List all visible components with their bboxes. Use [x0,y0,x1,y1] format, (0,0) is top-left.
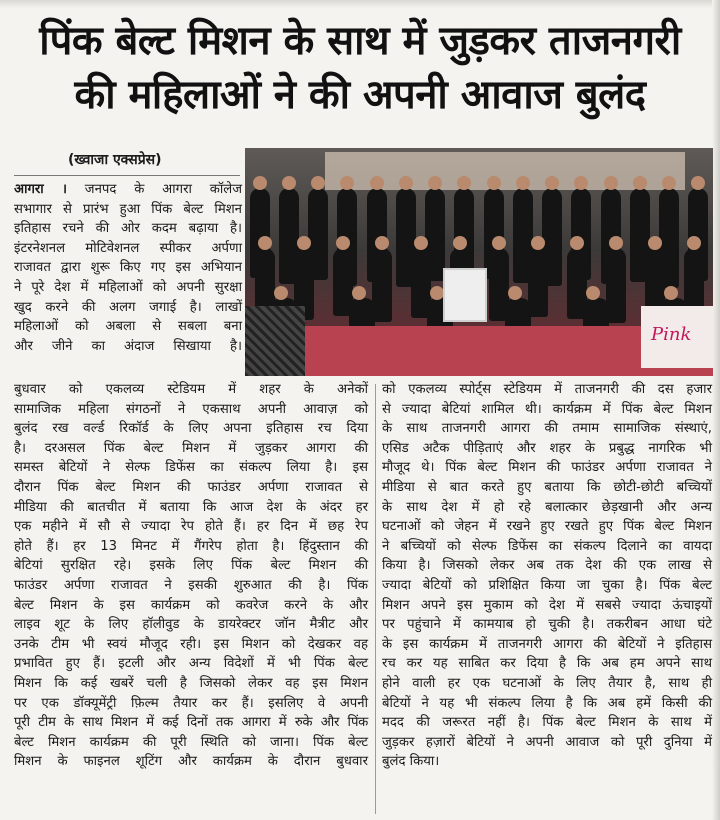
text-line: प्रभावित हुए हैं। इटली और अन्य विदेशों में भी पिंक बेल्ट [14,656,368,672]
text-line: आगरा । जनपद के आगरा कॉलेज [14,182,242,197]
text-line: और जीने का अंदाज सिखाया है। [14,338,242,354]
column-divider [375,384,376,814]
text-line: एक महीने में सौ से ज्यादा रेप होते हैं। हर दिन में छह रेप [14,519,368,535]
text-line: जुड़कर हज़ारों बेटियों ने अपनी आवाज को पूरी दुनिया में [382,734,712,750]
text-line: बुलंद किया। [382,754,440,770]
text-line: के इस कार्यक्रम में ताजनगरी आगरा की बेटियों ने इतिहास [382,636,712,652]
page-top-edge [0,0,720,8]
text-line: एसिड अटैक पीड़िताएं और शहर के प्रबुद्ध नागरिक भी [382,440,712,456]
record-certificate [443,268,487,322]
text-line: बेटियों ने यह भी संकल्प लिया है कि अब हमें किसी की [382,695,712,711]
headline-line-1: पिंक बेल्ट मिशन के साथ में जुड़कर ताजनगरी [39,18,681,64]
text-line: इंटरनेशनल मोटिवेशनल स्पीकर अर्पणा [14,240,242,256]
text-line: मीडिया की बातचीत में बताया कि आज देश के अंदर हर [14,499,368,515]
dateline: आगरा । [14,182,67,197]
text-line: पर एक डॉक्यूमेंट्री फ़िल्म तैयार कर हैं। इसलिए वे अपनी [14,695,368,711]
text-line: घटनाओं को जेहन में रखने हुए रखते हुए पिंक बेल्ट मिशन [382,519,712,535]
text-line: रच कर यह साबित कर दिया है कि अब हम अपने साथ [382,656,712,672]
text-line: सभागार से प्रारंभ हुआ पिंक बेल्ट मिशन [14,201,242,217]
text-line: उनके टीम भी स्वयं मौजूद रही। इस मिशन को देखकर वह [14,636,368,652]
text-line: ज्यादा बेटियों को प्रशिक्षित किया जा चुका है। पिंक बेल्ट [382,577,712,593]
page-right-edge [712,0,720,820]
text-line: किया है। जिसको लेकर अब तक देश की एक लाख से [382,558,712,574]
text-line: खुद करने की अलग जगाई है। लाखों [14,299,242,315]
pink-belt-sign [641,306,713,368]
text-line: मौजूद थे। पिंक बेल्ट मिशन की फाउंडर अर्पणा राजावत ने [382,460,712,476]
text-line: मिशन कि कई खबरें चली है जिसको लेकर वह इस मिशन [14,675,368,691]
text-line: बेटियां सुरक्षित रहे। इसके लिए पिंक बेल्ट मिशन की [14,558,368,574]
text-line: सामाजिक महिला संगठनों ने एकसाथ अपनी आवाज़ को [14,401,368,417]
stage-barrier [245,306,305,376]
text-line: को एकलव्य स्पोर्ट्स स्टेडियम में ताजनगरी की दस हजार [382,382,712,397]
text-line: है। दरअसल पिंक बेल्ट मिशन में जुड़कर आगरा की [14,440,368,456]
article-source: (ख्वाजा एक्सप्रेस) [68,152,162,168]
text-line: से ज्यादा बेटियां शामिल थी। कार्यक्रम में पिंक बेल्ट मिशन [382,401,712,417]
text-line: पर पहुंचाने में कामयाब हो चुकी है। तकरीबन आधा घंटे [382,617,712,633]
article-headline [10,14,710,122]
text-line: पूरी टीम के साथ मिशन में कई दिनों तक आगरा में रुके और पिंक [14,715,368,731]
text-line: के साथ ताजनगरी आगरा की तमाम सामाजिक संस्थाएं, [382,421,712,437]
text-line: समस्त बेटियों ने सेल्फ डिफेंस का संकल्प लिया है। इस [14,460,368,476]
text-line: बेल्ट मिशन कार्यक्रम की पूरी स्थिति को जाना। पिंक बेल्ट [14,734,368,750]
text-line: बेल्ट मिशन के इस कार्यक्रम को कवरेज करने के और [14,597,368,613]
text-line: महिलाओं को अबला से सबला बना [14,319,242,335]
text-line: मीडिया से बात करते हुए बताया कि छोटी-छोटी बच्चियों [382,479,712,495]
text-line: मिशन के फाइनल शूटिंग और कार्यक्रम के दौरान बुधवार [14,754,368,770]
text-line: मदद की जरूरत नहीं है। पिंक बेल्ट मिशन के साथ में [382,715,712,731]
text-line: ने पूरे देश में महिलाओं को अपनी सुरक्षा [14,279,242,295]
text-line: लाइव शूट के लिए हॉलीवुड के डायरेक्टर जॉन मैत्रीट और [14,617,368,633]
text-line: दौरान पिंक बेल्ट मिशन की फाउंडर अर्पणा राजावत से [14,479,368,495]
source-rule [14,175,240,176]
text-line: होने वाली हर एक घटनाओं के लिए तैयार है, साथ ही [382,675,712,691]
text-line: होते हैं। हर 13 मिनट में गैंगरेप होता है। हिंदुस्तान की [14,538,368,554]
text-line: मिशन अपने इस मुकाम को देश में सबसे ज्यादा ऊंचाइयों [382,597,712,613]
article-column-3 [382,380,712,772]
text-line: इतिहास रचने की ओर कदम बढ़ाया है। [14,221,242,237]
article-column-1 [14,180,242,356]
text-line: राजावत द्वारा शुरू किए गए इस अभियान [14,260,242,276]
text-line: बुधवार को एकलव्य स्टेडियम में शहर के अनेकों [14,382,368,397]
headline-line-2: की महिलाओं ने की अपनी आवाज बुलंद [74,72,646,118]
sign-text: Pink [651,324,692,345]
text-line: बुलंद रख वर्ल्ड रिकॉर्ड के लिए अपना इतिहास रच दिया [14,421,368,437]
article-column-2 [14,380,368,772]
text-line: ने बच्चियों को सेल्फ डिफेंस का संकल्प दिलाने का वायदा [382,538,712,554]
text-line: के साथ देश में हो रहे बलात्कार छेड़खानी और अन्य [382,499,712,515]
text-line: फाउंडर अर्पणा राजावत ने इसकी शुरुआत की है। पिंक [14,577,368,593]
group-photo [245,148,713,376]
